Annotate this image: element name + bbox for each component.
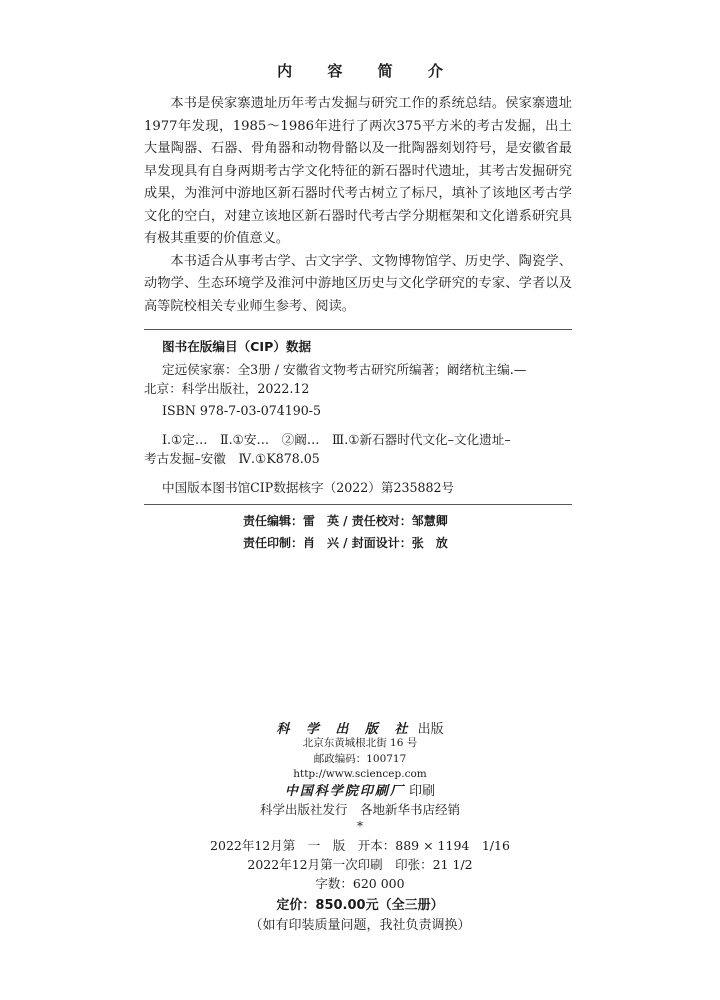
price-line: 定价：850.00元（全三册） bbox=[276, 898, 444, 913]
publisher-address: 北京东黄城根北街 16 号 bbox=[302, 737, 418, 749]
separator-star: * bbox=[357, 819, 363, 833]
cip-class-line-2: 考古发掘–安徽 Ⅳ.①K878.05 bbox=[144, 451, 320, 466]
cip-isbn: ISBN 978-7-03-074190-5 bbox=[162, 403, 322, 418]
quality-notice: （如有印装质量问题，我社负责调换） bbox=[249, 918, 471, 933]
publisher-suffix: 出版 bbox=[417, 722, 444, 737]
printer-line bbox=[0, 780, 720, 799]
printing-line: 2022年12月第一次印刷 印张：21 1/2 bbox=[247, 857, 473, 872]
edition-line: 2022年12月第 一 版 开本：889 × 1194 1/16 bbox=[210, 838, 510, 853]
printer-logo-text: 中国科学院印刷厂 bbox=[284, 784, 405, 799]
cip-publisher-line: 北京：科学出版社，2022.12 bbox=[144, 381, 310, 396]
summary-paragraph-1: 本书是侯家寨遗址历年考古发掘与研究工作的系统总结。侯家寨遗址1977年发现，1985～1986年进行了两次375平方米的考古发掘，出土大量陶器、石器、骨角器和动物骨骼以及一批陶器刻划符号，是安徽省最早发现具有自身两期考古学文化特征的新石器时代遗址，其考古发掘研究成果，为淮河中游地区新石器时代考古树立了标尺，填补了该地区考古学文化的空白，对建立该地区新石器时代考古学分期框架和文化谱系研究具有极其重要的价值意义。 bbox=[144, 96, 572, 246]
cip-heading: 图书在版编目（CIP）数据 bbox=[162, 339, 312, 354]
publisher-line bbox=[0, 718, 720, 737]
cip-approval: 中国版本图书馆CIP数据核字（2022）第235882号 bbox=[162, 480, 455, 495]
summary-text bbox=[144, 93, 572, 318]
publisher-logo-text: 科 学 出 版 社 bbox=[276, 722, 414, 737]
summary-paragraph-2: 本书适合从事考古学、古文字学、文物博物馆学、历史学、陶瓷学、动物学、生态环境学及淮河中游地区历史与文化学研究的专家、学者以及高等院校相关专业师生参考、阅读。 bbox=[144, 253, 572, 314]
cip-title-line: 定远侯家寨：全3册 / 安徽省文物考古研究所编著；阚绪杭主编.— bbox=[162, 362, 527, 377]
cip-classification bbox=[144, 430, 567, 468]
credits-production: 责任印制：肖 兴 / 封面设计：张 放 bbox=[243, 536, 448, 550]
publisher-zip: 邮政编码：100717 bbox=[313, 753, 407, 765]
divider-bottom bbox=[144, 504, 572, 505]
distribution-line: 科学出版社发行 各地新华书店经销 bbox=[259, 802, 460, 817]
summary-title: 内 容 简 介 bbox=[277, 62, 458, 80]
printer-suffix: 印刷 bbox=[409, 784, 436, 799]
divider-top bbox=[144, 329, 572, 330]
cip-entry bbox=[144, 360, 567, 398]
word-count: 字数：620 000 bbox=[315, 876, 405, 891]
credits-editors: 责任编辑：雷 英 / 责任校对：邹慧卿 bbox=[243, 514, 448, 528]
cip-class-line-1: Ⅰ.①定… Ⅱ.①安… ②阚… Ⅲ.①新石器时代文化–文化遗址– bbox=[162, 432, 511, 447]
publisher-url: http://www.sciencep.com bbox=[293, 768, 427, 780]
